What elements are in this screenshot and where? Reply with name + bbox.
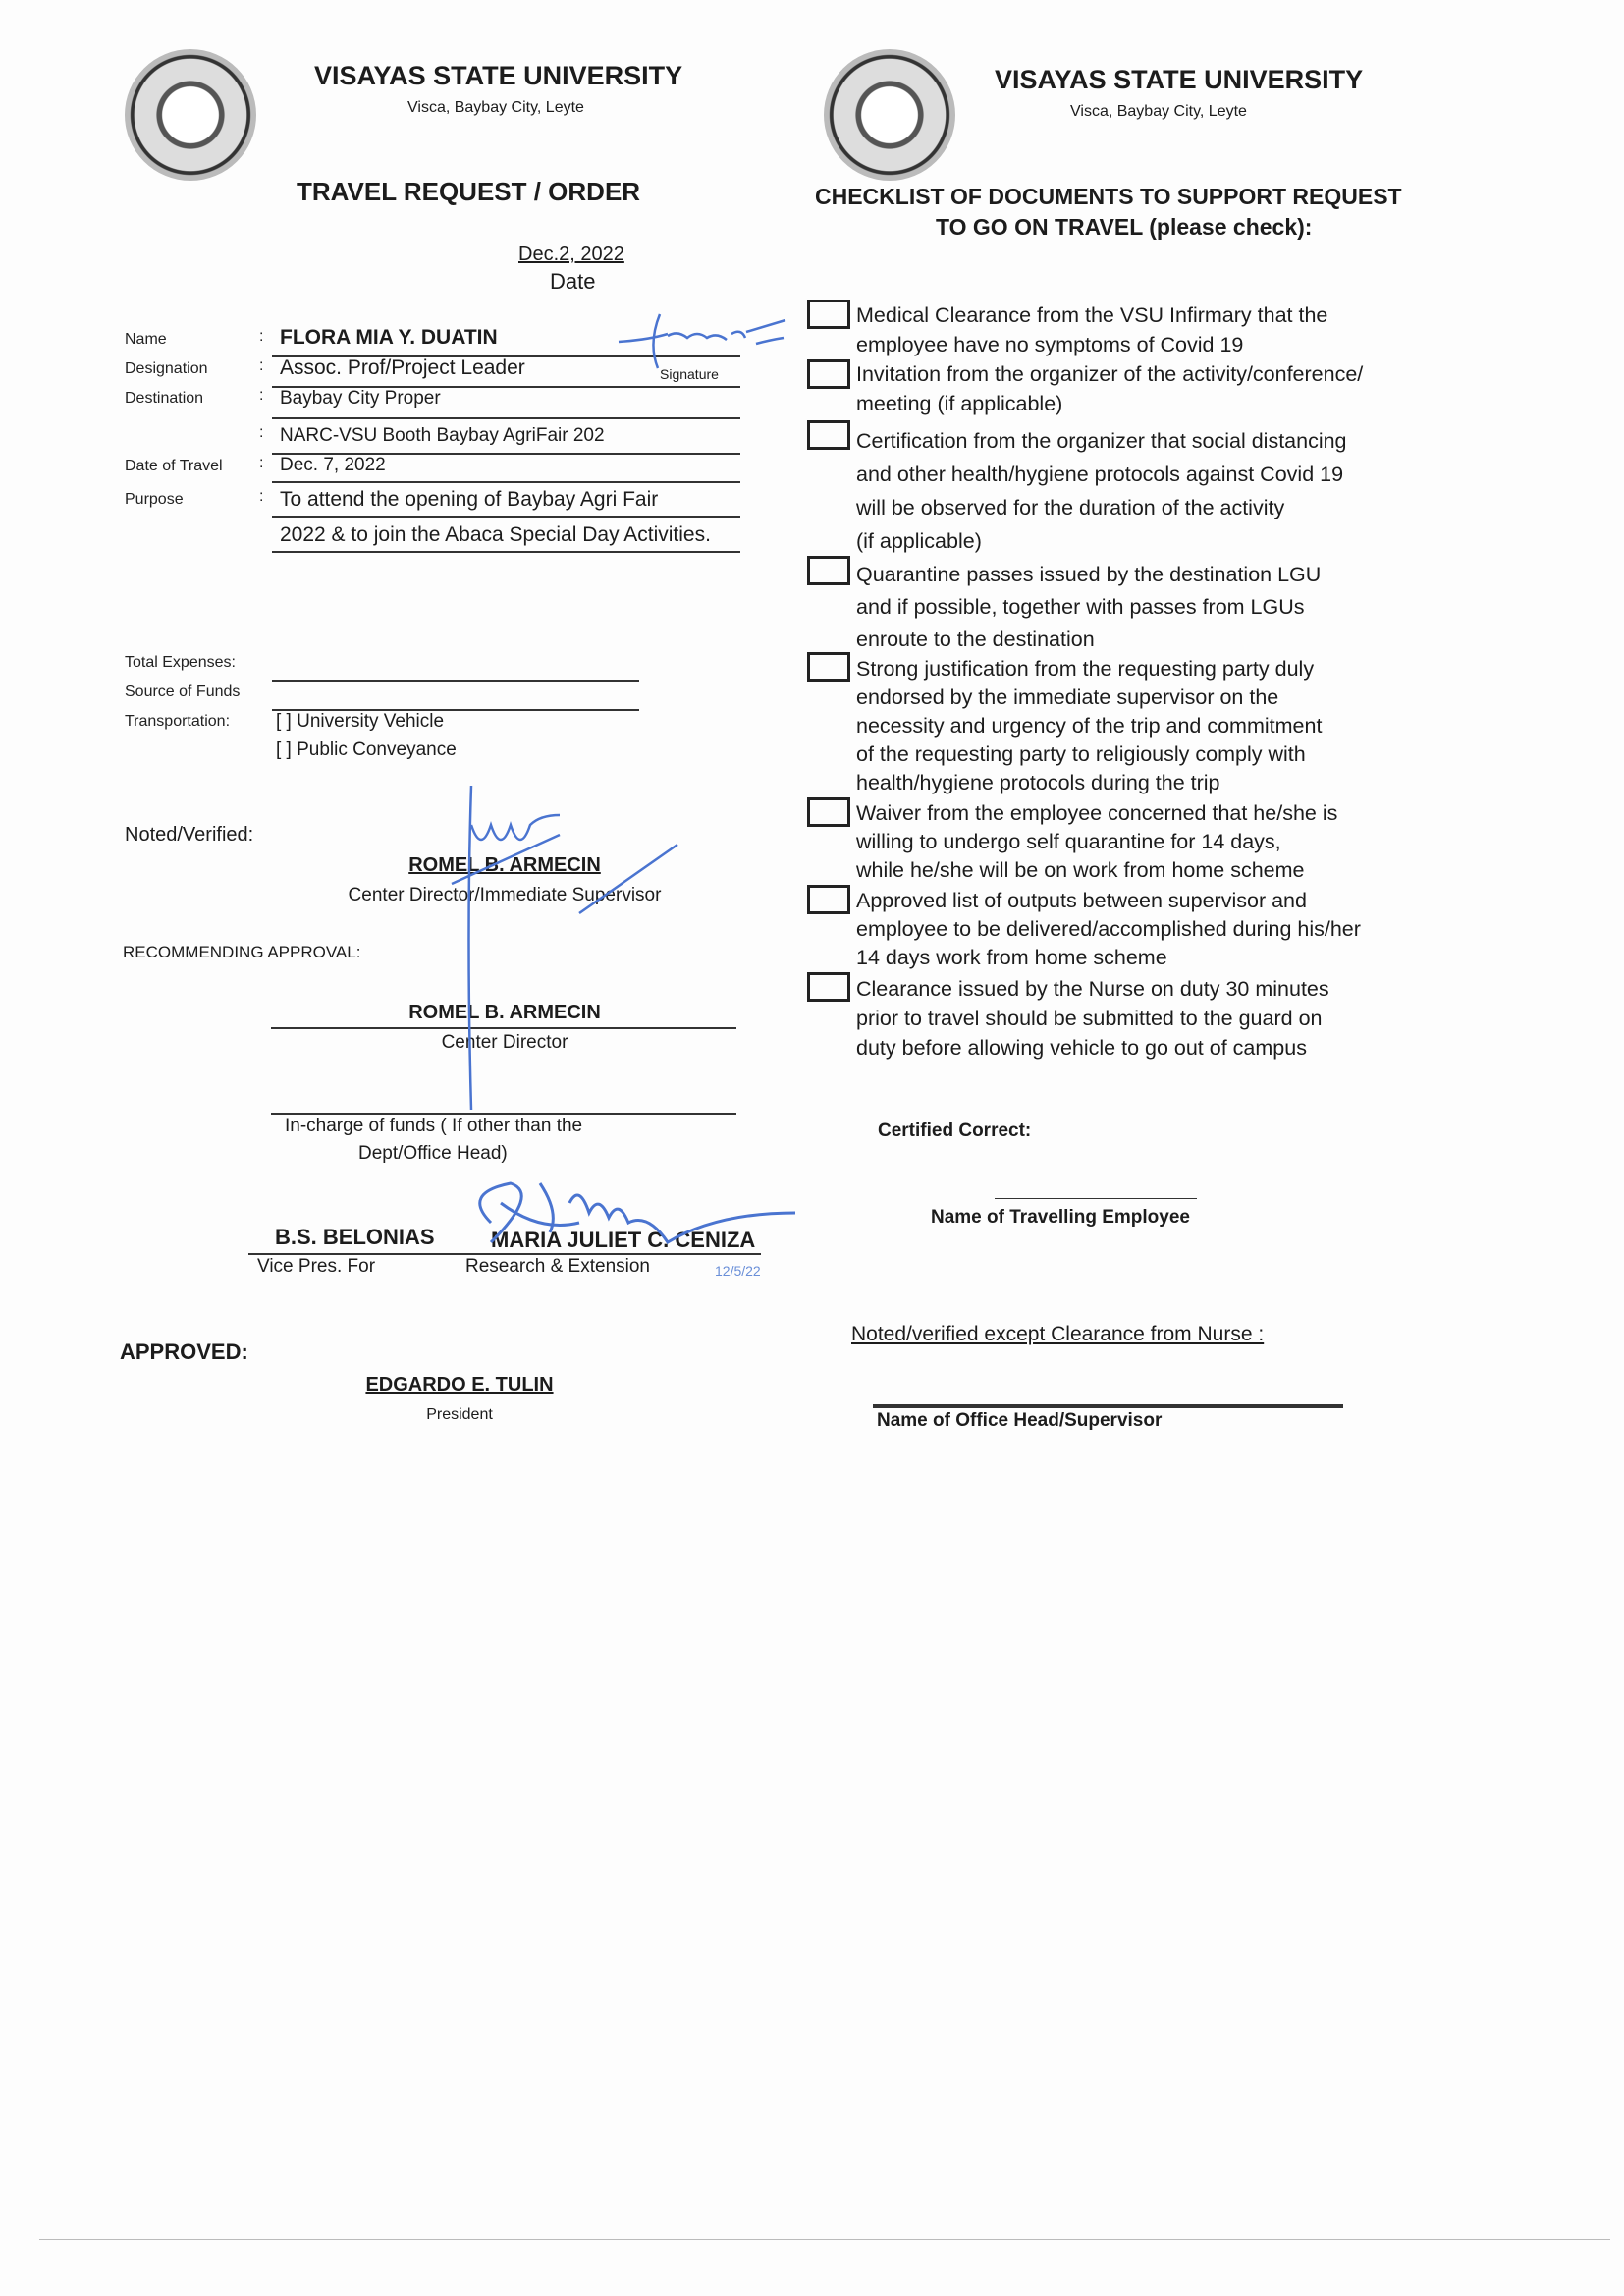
- noted-title: Center Director/Immediate Supervisor: [348, 885, 662, 905]
- university-seal-logo-right: [824, 49, 955, 181]
- transportation-label: Transportation:: [125, 713, 231, 730]
- checklist-checkbox-waiver[interactable]: [807, 797, 850, 827]
- checklist-checkbox-quarantine[interactable]: [807, 556, 850, 585]
- colon: :: [259, 424, 264, 441]
- certified-correct-label: Certified Correct:: [878, 1121, 1032, 1141]
- total-expenses-label: Total Expenses:: [125, 654, 236, 671]
- noted-except-nurse-label: Noted/verified except Clearance from Nurse :: [851, 1323, 1265, 1345]
- office-head-label: Name of Office Head/Supervisor: [877, 1410, 1163, 1431]
- checklist-title-line1: CHECKLIST OF DOCUMENTS TO SUPPORT REQUEST: [815, 184, 1402, 209]
- source-of-funds-label: Source of Funds: [125, 683, 241, 700]
- colon: :: [259, 357, 264, 374]
- checklist-item-certification: Certification from the organizer that social distancing and other health/hygiene protocols against Covid 19 will be observed for the duration of the activity (if applicable): [856, 429, 1347, 553]
- approved-label: APPROVED:: [120, 1339, 248, 1364]
- vp-title-1: Vice Pres. For: [257, 1256, 376, 1277]
- applicant-signature: [609, 304, 785, 373]
- address-left: Visca, Baybay City, Leyte: [407, 99, 584, 116]
- vp-name-2: MARIA JULIET C. CENIZA: [491, 1228, 756, 1252]
- funds-incharge-line2: Dept/Office Head): [358, 1143, 508, 1164]
- recommending-name: ROMEL B. ARMECIN: [408, 1002, 601, 1023]
- destination-label: Destination: [125, 390, 204, 407]
- colon: :: [259, 455, 264, 471]
- travelling-employee-label: Name of Travelling Employee: [931, 1207, 1190, 1228]
- designation-label: Designation: [125, 360, 208, 377]
- signature-label: Signature: [660, 366, 719, 382]
- supervisor-signature: [373, 786, 687, 1110]
- checklist-checkbox-nurse-clearance[interactable]: [807, 972, 850, 1002]
- checklist-checkbox-invitation[interactable]: [807, 359, 850, 389]
- president-name: EDGARDO E. TULIN: [365, 1374, 554, 1395]
- university-seal-logo-left: [125, 49, 256, 181]
- address-right: Visca, Baybay City, Leyte: [1070, 103, 1247, 120]
- checklist-item-justification: Strong justification from the requesting party duly endorsed by the immediate supervisor on the necessity and urgency of the trip and commitment of the requesting party to religiously comply with health/hygiene protocols during the trip: [856, 657, 1323, 794]
- president-title: President: [426, 1406, 493, 1423]
- designation-value: Assoc. Prof/Project Leader: [280, 356, 525, 379]
- colon: :: [259, 387, 264, 404]
- vp-signature: [452, 1174, 864, 1252]
- purpose-line2: 2022 & to join the Abaca Special Day Activities.: [280, 523, 711, 546]
- recommending-title: Center Director: [441, 1032, 568, 1053]
- request-date: Dec.2, 2022: [518, 244, 624, 265]
- vp-title-2: Research & Extension: [465, 1256, 650, 1277]
- checklist-checkbox-justification[interactable]: [807, 652, 850, 682]
- university-name-right: VISAYAS STATE UNIVERSITY: [995, 65, 1364, 94]
- checklist-checkbox-outputs[interactable]: [807, 885, 850, 914]
- recommending-approval-label: RECOMMENDING APPROVAL:: [123, 943, 361, 961]
- date-label: Date: [550, 269, 596, 294]
- colon: :: [259, 488, 264, 505]
- university-name-left: VISAYAS STATE UNIVERSITY: [314, 61, 683, 90]
- purpose-label: Purpose: [125, 491, 184, 508]
- vp-date-handwritten: 12/5/22: [715, 1263, 761, 1279]
- date-of-travel-value: Dec. 7, 2022: [280, 455, 386, 475]
- checklist-checkbox-certification[interactable]: [807, 420, 850, 450]
- checklist-item-medical: Medical Clearance from the VSU Infirmary that the employee have no symptoms of Covid 19: [856, 303, 1328, 356]
- transport-university-vehicle-checkbox[interactable]: [ ] University Vehicle: [276, 711, 445, 732]
- checklist-item-nurse-clearance: Clearance issued by the Nurse on duty 30 minutes prior to travel should be submitted to the guard on duty before allowing vehicle to go out of campus: [856, 977, 1329, 1060]
- checklist-title-line2: TO GO ON TRAVEL (please check):: [936, 214, 1313, 240]
- transport-public-conveyance-checkbox[interactable]: [ ] Public Conveyance: [276, 739, 457, 760]
- destination-value: Baybay City Proper: [280, 388, 441, 409]
- checklist-checkbox-medical[interactable]: [807, 300, 850, 329]
- form-title: TRAVEL REQUEST / ORDER: [297, 177, 641, 206]
- name-value: FLORA MIA Y. DUATIN: [280, 326, 498, 349]
- checklist-item-outputs: Approved list of outputs between supervisor and employee to be delivered/accomplished during his/her 14 days work from home scheme: [856, 889, 1361, 969]
- noted-name: ROMEL B. ARMECIN: [408, 854, 601, 876]
- vp-name-1: B.S. BELONIAS: [275, 1225, 435, 1249]
- checklist-item-quarantine: Quarantine passes issued by the destination LGU and if possible, together with passes from LGUs enroute to the destination: [856, 563, 1322, 651]
- date-of-travel-label: Date of Travel: [125, 458, 223, 474]
- purpose-line1: To attend the opening of Baybay Agri Fair: [280, 488, 659, 511]
- destination-value-2: NARC-VSU Booth Baybay AgriFair 202: [280, 425, 605, 446]
- colon: :: [259, 328, 264, 345]
- noted-verified-label: Noted/Verified:: [125, 824, 254, 846]
- name-label: Name: [125, 331, 167, 348]
- funds-incharge-line1: In-charge of funds ( If other than the: [285, 1116, 583, 1136]
- checklist-item-waiver: Waiver from the employee concerned that he/she is willing to undergo self quarantine for 14 days, while he/she will be on work from home scheme: [856, 801, 1338, 882]
- checklist-item-invitation: Invitation from the organizer of the activity/conference/ meeting (if applicable): [856, 362, 1364, 415]
